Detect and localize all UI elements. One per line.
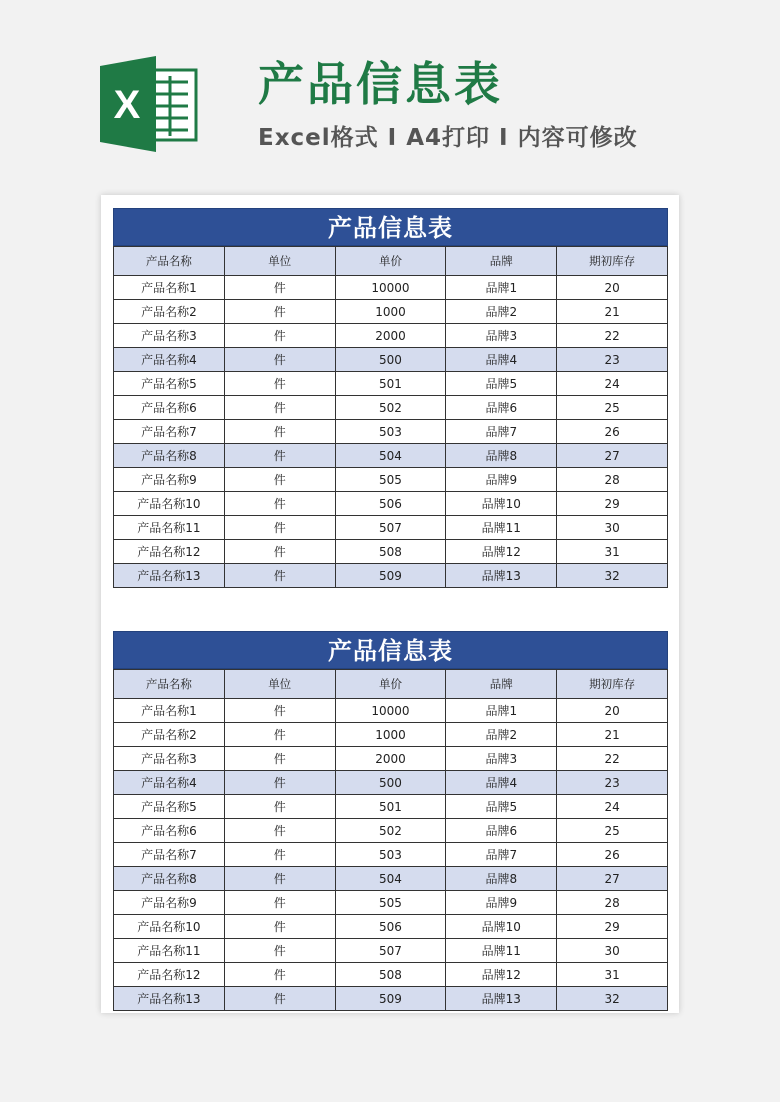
column-header: 产品名称 bbox=[114, 247, 225, 276]
table-row bbox=[114, 540, 668, 564]
table-cell: 23 bbox=[557, 771, 668, 795]
table-cell: 件 bbox=[224, 939, 335, 963]
logo-letter: X bbox=[113, 83, 141, 127]
table-cell: 507 bbox=[335, 939, 446, 963]
table-row bbox=[114, 819, 668, 843]
table-cell: 品牌4 bbox=[446, 348, 557, 372]
table-row bbox=[114, 348, 668, 372]
table-cell: 503 bbox=[335, 843, 446, 867]
table-cell: 品牌1 bbox=[446, 276, 557, 300]
table-cell: 30 bbox=[557, 939, 668, 963]
table-cell: 26 bbox=[557, 843, 668, 867]
table-body bbox=[114, 699, 668, 1011]
table-cell: 品牌1 bbox=[446, 699, 557, 723]
table-cell: 件 bbox=[224, 492, 335, 516]
table-cell: 品牌13 bbox=[446, 564, 557, 588]
table-cell: 产品名称13 bbox=[114, 564, 225, 588]
table-cell: 件 bbox=[224, 867, 335, 891]
table-cell: 件 bbox=[224, 564, 335, 588]
table-row bbox=[114, 564, 668, 588]
table-cell: 件 bbox=[224, 819, 335, 843]
table-cell: 产品名称9 bbox=[114, 468, 225, 492]
table-cell: 件 bbox=[224, 372, 335, 396]
table-cell: 产品名称10 bbox=[114, 915, 225, 939]
table-cell: 品牌9 bbox=[446, 468, 557, 492]
table-cell: 品牌6 bbox=[446, 396, 557, 420]
page-title: 产品信息表 bbox=[258, 57, 503, 111]
table-cell: 501 bbox=[335, 795, 446, 819]
table-cell: 品牌9 bbox=[446, 891, 557, 915]
table-cell: 505 bbox=[335, 891, 446, 915]
table-cell: 品牌7 bbox=[446, 420, 557, 444]
table-row bbox=[114, 372, 668, 396]
table-cell: 件 bbox=[224, 300, 335, 324]
table-row bbox=[114, 891, 668, 915]
table-cell: 品牌5 bbox=[446, 372, 557, 396]
table-cell: 品牌10 bbox=[446, 492, 557, 516]
table-body bbox=[114, 276, 668, 588]
table-cell: 产品名称12 bbox=[114, 963, 225, 987]
table-cell: 29 bbox=[557, 915, 668, 939]
table-cell: 品牌5 bbox=[446, 795, 557, 819]
table-cell: 件 bbox=[224, 723, 335, 747]
table-cell: 产品名称12 bbox=[114, 540, 225, 564]
product-table bbox=[113, 246, 668, 588]
table-cell: 501 bbox=[335, 372, 446, 396]
table-row bbox=[114, 300, 668, 324]
table-cell: 产品名称1 bbox=[114, 699, 225, 723]
table-cell: 21 bbox=[557, 723, 668, 747]
table-cell: 产品名称11 bbox=[114, 516, 225, 540]
table-title: 产品信息表 bbox=[113, 631, 668, 669]
table-cell: 508 bbox=[335, 963, 446, 987]
table-row bbox=[114, 867, 668, 891]
table-cell: 产品名称3 bbox=[114, 747, 225, 771]
table-cell: 25 bbox=[557, 819, 668, 843]
table-cell: 20 bbox=[557, 276, 668, 300]
table-row bbox=[114, 699, 668, 723]
table-row bbox=[114, 987, 668, 1011]
table-cell: 509 bbox=[335, 564, 446, 588]
table-cell: 品牌2 bbox=[446, 300, 557, 324]
column-header: 单价 bbox=[335, 247, 446, 276]
column-header: 单价 bbox=[335, 670, 446, 699]
table-cell: 件 bbox=[224, 516, 335, 540]
table-cell: 产品名称8 bbox=[114, 444, 225, 468]
table-cell: 产品名称2 bbox=[114, 300, 225, 324]
table-cell: 507 bbox=[335, 516, 446, 540]
table-cell: 产品名称7 bbox=[114, 843, 225, 867]
table-row bbox=[114, 939, 668, 963]
table-cell: 32 bbox=[557, 564, 668, 588]
table-row bbox=[114, 468, 668, 492]
table-cell: 24 bbox=[557, 372, 668, 396]
table-cell: 21 bbox=[557, 300, 668, 324]
table-row bbox=[114, 747, 668, 771]
table-row bbox=[114, 324, 668, 348]
table-cell: 1000 bbox=[335, 723, 446, 747]
table-cell: 产品名称3 bbox=[114, 324, 225, 348]
table-cell: 产品名称5 bbox=[114, 795, 225, 819]
column-header: 品牌 bbox=[446, 670, 557, 699]
table-header-row bbox=[114, 247, 668, 276]
table-cell: 件 bbox=[224, 396, 335, 420]
table-cell: 件 bbox=[224, 915, 335, 939]
table-row bbox=[114, 492, 668, 516]
table-cell: 产品名称1 bbox=[114, 276, 225, 300]
table-cell: 件 bbox=[224, 795, 335, 819]
table-cell: 产品名称5 bbox=[114, 372, 225, 396]
table-cell: 产品名称9 bbox=[114, 891, 225, 915]
table-cell: 品牌7 bbox=[446, 843, 557, 867]
table-row bbox=[114, 396, 668, 420]
table-row bbox=[114, 723, 668, 747]
table-cell: 产品名称4 bbox=[114, 771, 225, 795]
table-cell: 品牌11 bbox=[446, 939, 557, 963]
table-cell: 品牌3 bbox=[446, 747, 557, 771]
table-cell: 品牌3 bbox=[446, 324, 557, 348]
table-cell: 品牌10 bbox=[446, 915, 557, 939]
column-header: 单位 bbox=[224, 670, 335, 699]
table-cell: 506 bbox=[335, 915, 446, 939]
table-cell: 品牌12 bbox=[446, 540, 557, 564]
table-cell: 件 bbox=[224, 276, 335, 300]
table-cell: 506 bbox=[335, 492, 446, 516]
column-header: 产品名称 bbox=[114, 670, 225, 699]
page-subtitle: Excel格式 Ι A4打印 Ι 内容可修改 bbox=[258, 125, 638, 151]
table-cell: 件 bbox=[224, 324, 335, 348]
table-cell: 23 bbox=[557, 348, 668, 372]
table-row bbox=[114, 843, 668, 867]
table-cell: 25 bbox=[557, 396, 668, 420]
table-cell: 29 bbox=[557, 492, 668, 516]
column-header: 单位 bbox=[224, 247, 335, 276]
table-cell: 件 bbox=[224, 468, 335, 492]
table-cell: 件 bbox=[224, 843, 335, 867]
table-cell: 产品名称11 bbox=[114, 939, 225, 963]
table-cell: 件 bbox=[224, 540, 335, 564]
table-cell: 27 bbox=[557, 867, 668, 891]
table-cell: 件 bbox=[224, 771, 335, 795]
table-cell: 件 bbox=[224, 699, 335, 723]
table-cell: 件 bbox=[224, 963, 335, 987]
product-table-1 bbox=[113, 208, 668, 588]
table-row bbox=[114, 420, 668, 444]
table-cell: 24 bbox=[557, 795, 668, 819]
table-cell: 10000 bbox=[335, 276, 446, 300]
table-cell: 品牌8 bbox=[446, 444, 557, 468]
table-cell: 品牌6 bbox=[446, 819, 557, 843]
sheet-paper bbox=[101, 195, 679, 1013]
table-cell: 产品名称6 bbox=[114, 396, 225, 420]
table-cell: 产品名称10 bbox=[114, 492, 225, 516]
table-cell: 22 bbox=[557, 747, 668, 771]
column-header: 期初库存 bbox=[557, 247, 668, 276]
table-cell: 500 bbox=[335, 348, 446, 372]
table-cell: 22 bbox=[557, 324, 668, 348]
table-cell: 504 bbox=[335, 444, 446, 468]
table-cell: 509 bbox=[335, 987, 446, 1011]
table-title: 产品信息表 bbox=[113, 208, 668, 246]
table-row bbox=[114, 795, 668, 819]
table-cell: 10000 bbox=[335, 699, 446, 723]
table-cell: 26 bbox=[557, 420, 668, 444]
table-cell: 32 bbox=[557, 987, 668, 1011]
table-cell: 31 bbox=[557, 963, 668, 987]
table-cell: 产品名称4 bbox=[114, 348, 225, 372]
table-cell: 20 bbox=[557, 699, 668, 723]
table-cell: 500 bbox=[335, 771, 446, 795]
table-cell: 品牌12 bbox=[446, 963, 557, 987]
page-header bbox=[0, 0, 780, 190]
table-cell: 30 bbox=[557, 516, 668, 540]
table-cell: 品牌13 bbox=[446, 987, 557, 1011]
table-cell: 产品名称8 bbox=[114, 867, 225, 891]
table-cell: 28 bbox=[557, 891, 668, 915]
table-cell: 品牌8 bbox=[446, 867, 557, 891]
table-cell: 31 bbox=[557, 540, 668, 564]
product-table bbox=[113, 669, 668, 1011]
table-row bbox=[114, 516, 668, 540]
table-cell: 产品名称13 bbox=[114, 987, 225, 1011]
table-cell: 产品名称6 bbox=[114, 819, 225, 843]
product-table-2 bbox=[113, 631, 668, 1011]
table-row bbox=[114, 963, 668, 987]
table-cell: 件 bbox=[224, 348, 335, 372]
table-cell: 502 bbox=[335, 819, 446, 843]
table-cell: 1000 bbox=[335, 300, 446, 324]
table-cell: 品牌4 bbox=[446, 771, 557, 795]
table-cell: 27 bbox=[557, 444, 668, 468]
column-header: 期初库存 bbox=[557, 670, 668, 699]
table-cell: 502 bbox=[335, 396, 446, 420]
table-cell: 件 bbox=[224, 420, 335, 444]
table-cell: 件 bbox=[224, 444, 335, 468]
table-row bbox=[114, 771, 668, 795]
table-cell: 品牌11 bbox=[446, 516, 557, 540]
table-row bbox=[114, 444, 668, 468]
table-cell: 2000 bbox=[335, 747, 446, 771]
table-header-row bbox=[114, 670, 668, 699]
table-cell: 28 bbox=[557, 468, 668, 492]
table-cell: 产品名称7 bbox=[114, 420, 225, 444]
excel-logo-icon bbox=[100, 56, 198, 152]
column-header: 品牌 bbox=[446, 247, 557, 276]
table-cell: 508 bbox=[335, 540, 446, 564]
table-cell: 件 bbox=[224, 987, 335, 1011]
table-cell: 503 bbox=[335, 420, 446, 444]
table-cell: 品牌2 bbox=[446, 723, 557, 747]
table-cell: 产品名称2 bbox=[114, 723, 225, 747]
table-cell: 2000 bbox=[335, 324, 446, 348]
table-cell: 件 bbox=[224, 891, 335, 915]
table-row bbox=[114, 915, 668, 939]
table-cell: 件 bbox=[224, 747, 335, 771]
table-cell: 505 bbox=[335, 468, 446, 492]
table-cell: 504 bbox=[335, 867, 446, 891]
table-row bbox=[114, 276, 668, 300]
